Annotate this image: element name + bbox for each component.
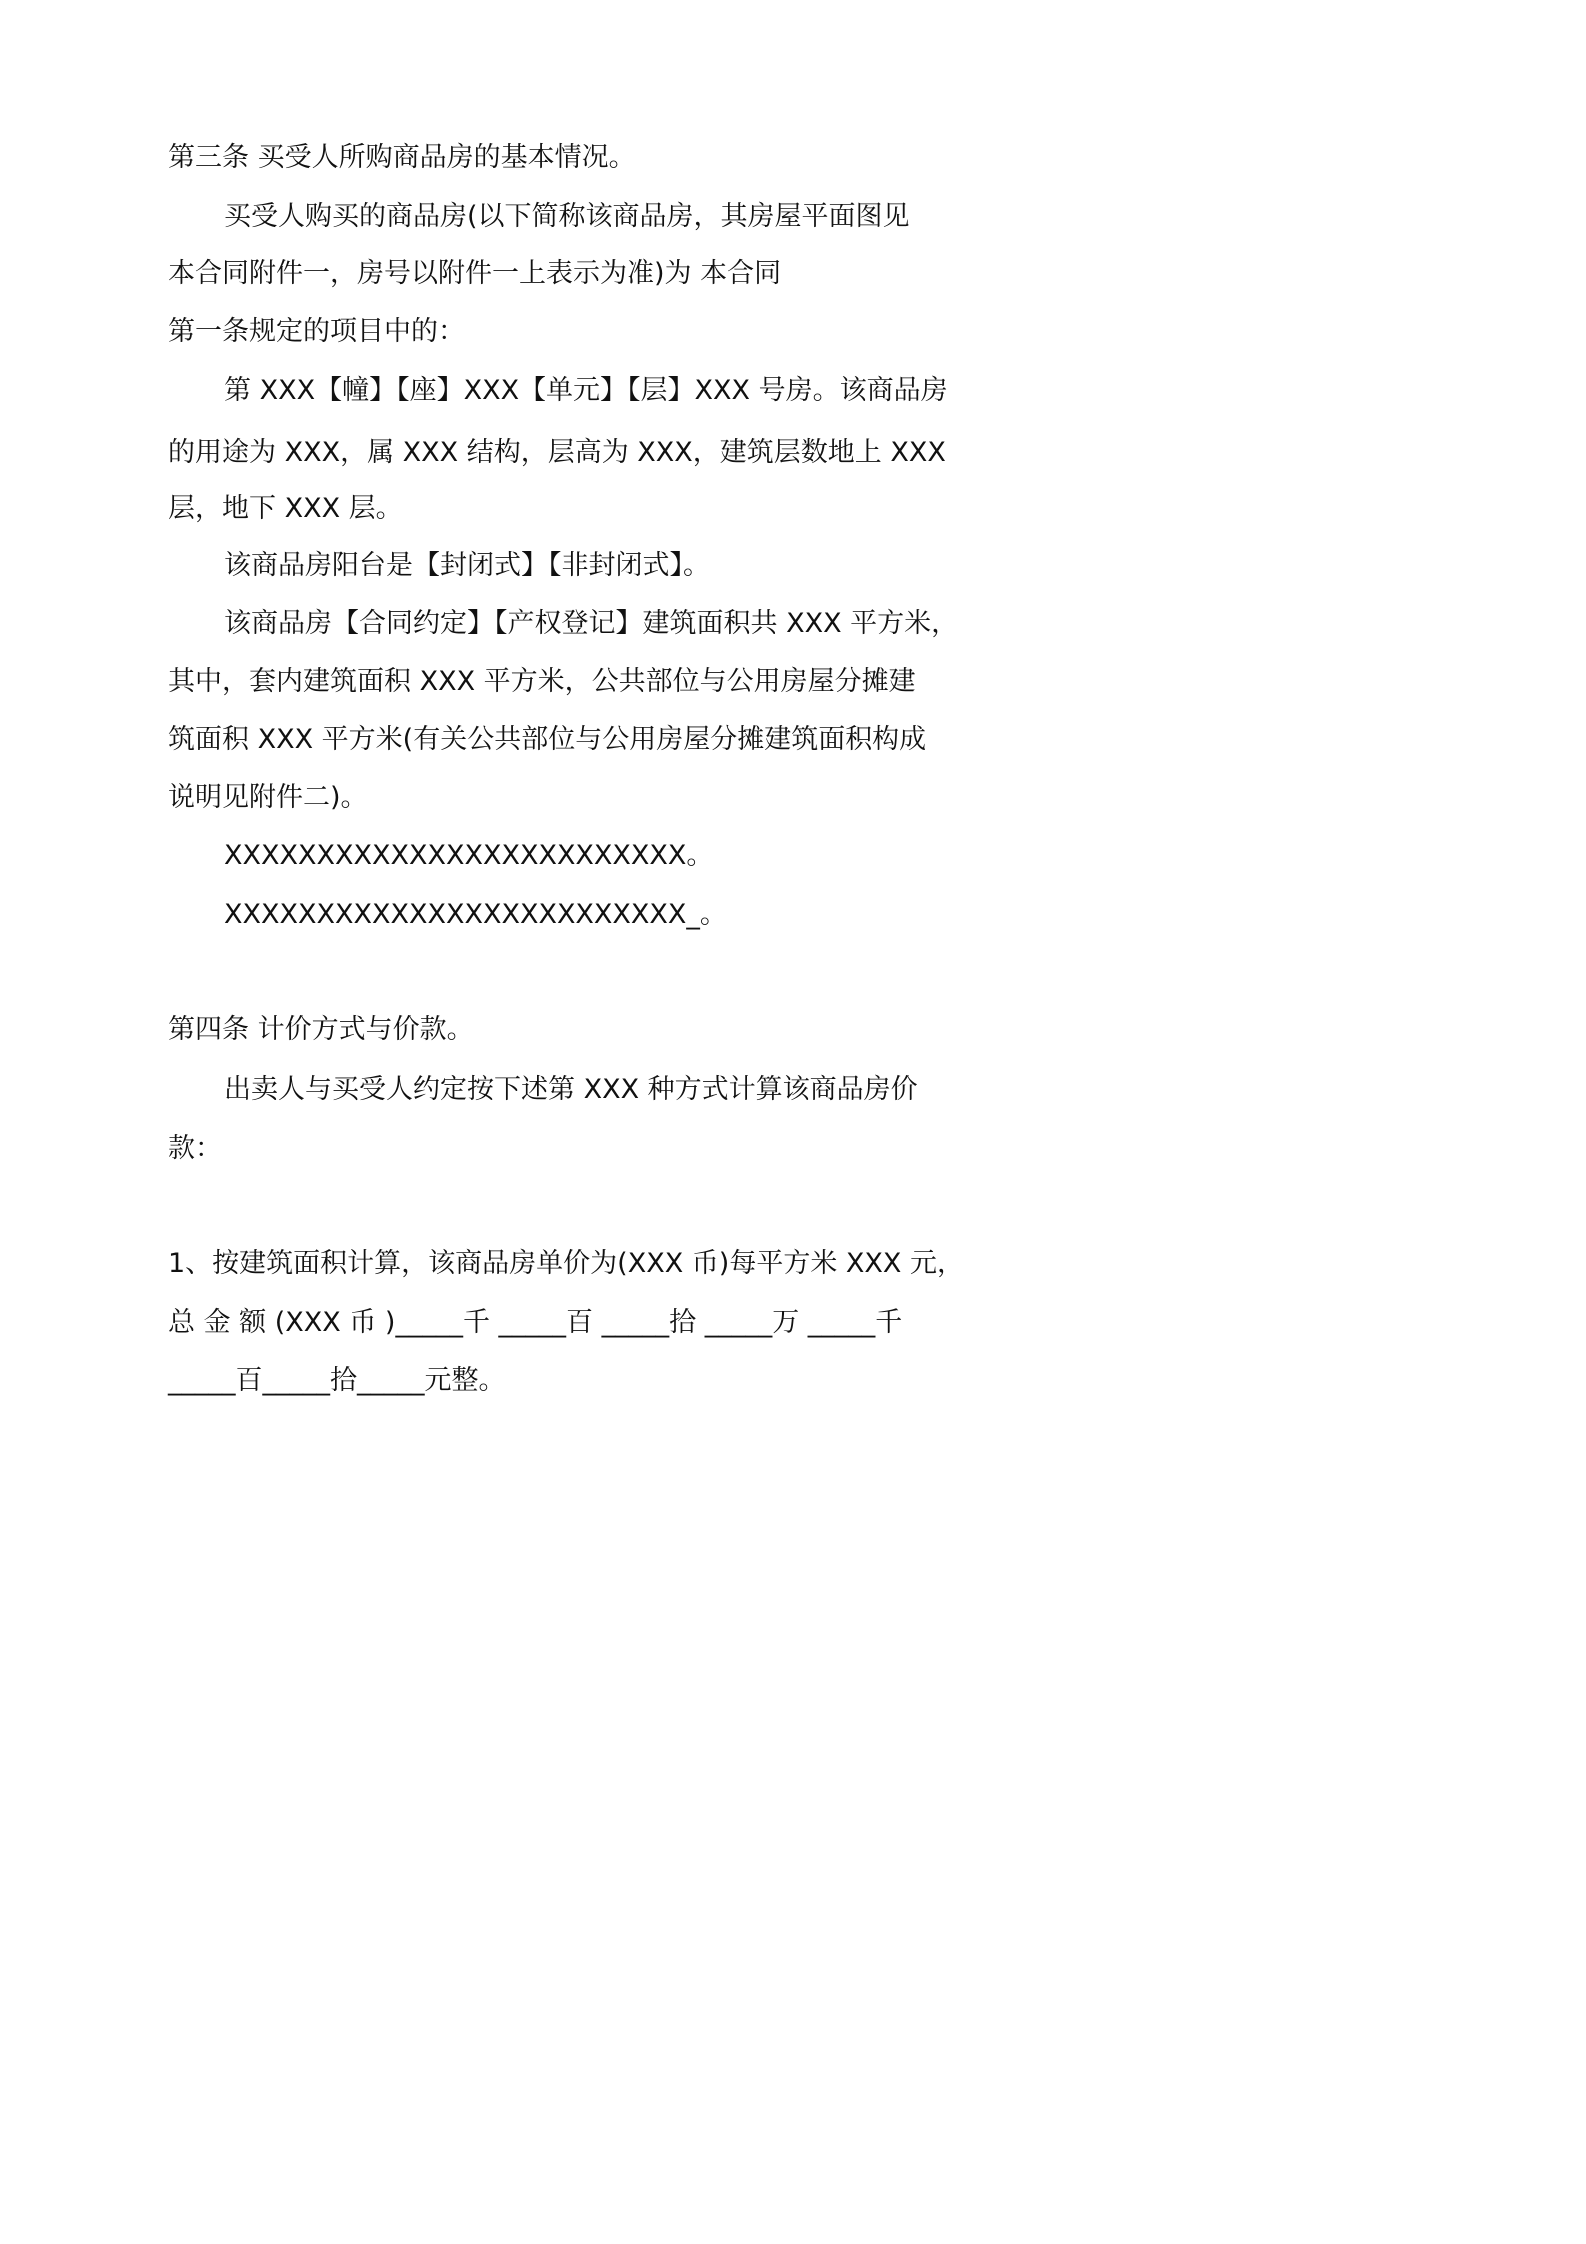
article-3-paragraph-4-line-4: 说明见附件二)。 [168,782,368,813]
article-3-paragraph-2-line-2: 的用途为 XXX，属 XXX 结构，层高为 XXX，建筑层数地上 XXX [168,437,946,468]
article-3-paragraph-4-line-2: 其中，套内建筑面积 XXX 平方米，公共部位与公用房屋分摊建 [168,666,916,697]
article-3-paragraph-1-line-2: 本合同附件一，房号以附件一上表示为准)为 本合同 [168,258,782,289]
document-page [0,0,1100,1556]
article-3-paragraph-6: XXXXXXXXXXXXXXXXXXXXXXXXX_。 [224,899,727,930]
article-4-item-1-line-1: 1、按建筑面积计算，该商品房单价为(XXX 币)每平方米 XXX 元， [168,1248,964,1279]
article-3-paragraph-4-line-1: 该商品房【合同约定】【产权登记】建筑面积共 XXX 平方米， [224,608,959,639]
article-4-item-1-line-3: _____百_____拾_____元整。 [168,1365,506,1396]
article-3-paragraph-1-line-1: 买受人购买的商品房(以下简称该商品房，其房屋平面图见 [224,201,910,232]
article-3-paragraph-1-line-3: 第一条规定的项目中的： [168,316,465,347]
article-3-paragraph-5: XXXXXXXXXXXXXXXXXXXXXXXXX。 [224,840,714,871]
article-4-item-1-line-2: 总 金 额 (XXX 币 )_____千 _____百 _____拾 _____万 _____千 [168,1307,903,1338]
article-3-paragraph-2-line-3: 层，地下 XXX 层。 [168,493,403,524]
article-4-heading: 第四条 计价方式与价款。 [168,1014,474,1045]
article-3-paragraph-3: 该商品房阳台是【封闭式】【非封闭式】。 [224,550,710,581]
article-3-paragraph-2-line-1: 第 XXX【幢】【座】XXX【单元】【层】XXX 号房。该商品房 [224,375,948,406]
article-4-paragraph-1-line-2: 款： [168,1133,222,1164]
article-4-paragraph-1-line-1: 出卖人与买受人约定按下述第 XXX 种方式计算该商品房价 [224,1074,918,1105]
article-3-paragraph-4-line-3: 筑面积 XXX 平方米(有关公共部位与公用房屋分摊建筑面积构成 [168,724,927,755]
article-3-heading: 第三条 买受人所购商品房的基本情况。 [168,142,636,173]
